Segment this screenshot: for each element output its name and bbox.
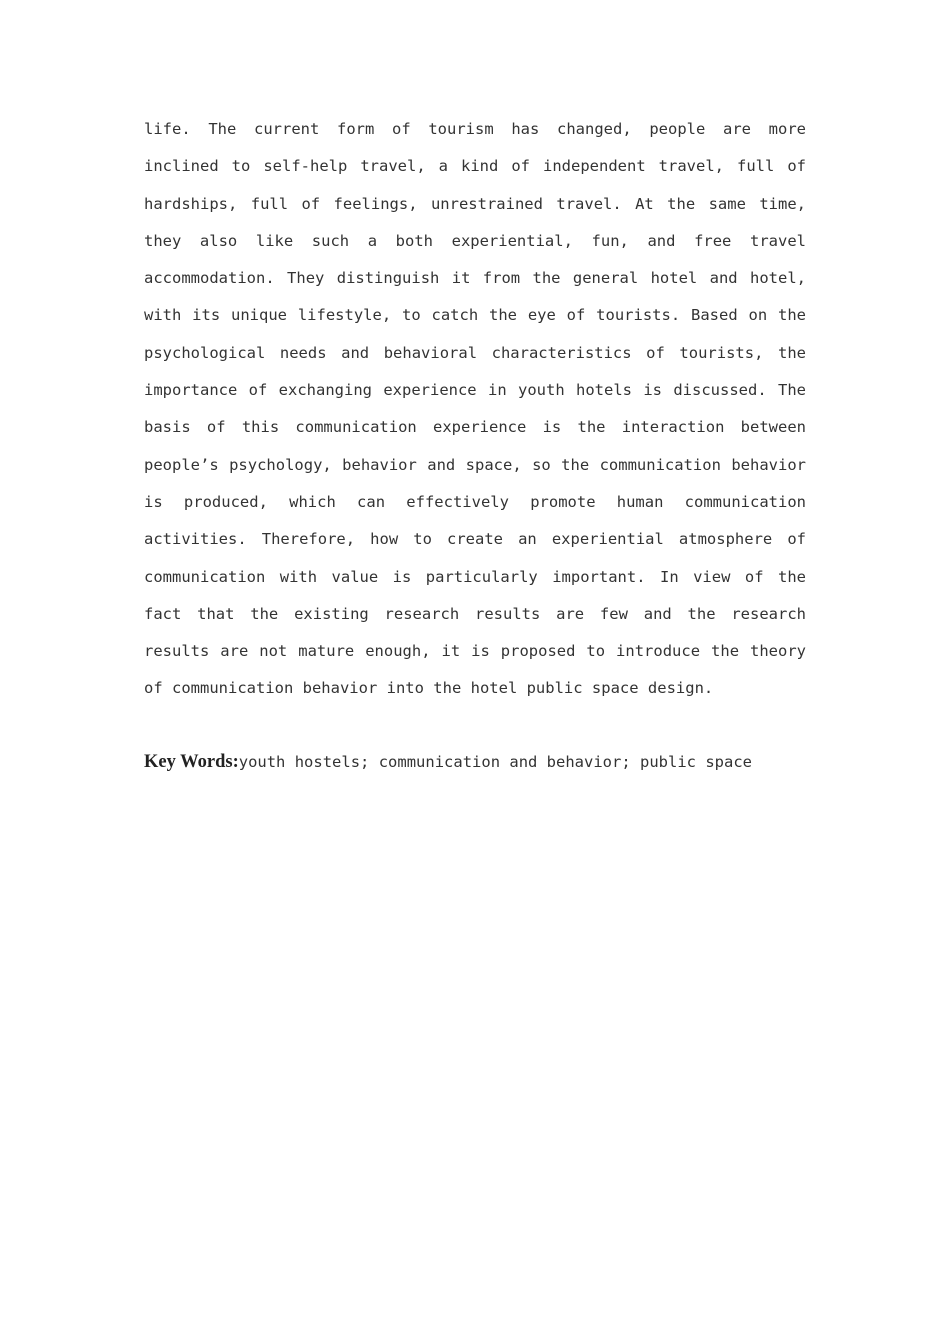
keywords-value: youth hostels; communication and behavior; public space [238,753,752,771]
abstract-paragraph: life. The current form of tourism has changed, people are more inclined to self-help travel, a kind of independent travel, full of hardships, full of feelings, unrestrained travel. At the same time, they also like such a both experiential, fun, and free travel accommodation. They distinguish it from the general hotel and hotel, with its unique lifestyle, to catch the eye of tourists. Based on the psychological needs and behavioral characteristics of tourists, the importance of exchanging experience in youth hotels is discussed. The basis of this communication experience is the interaction between people’s psychology, behavior and space, so the communication behavior is produced, which can effectively promote human communication activities. Therefore, how to create an experiential atmosphere of communication with value is particularly important. In view of the fact that the existing research results are few and the research results are not mature enough, it is proposed to introduce the theory of communication behavior into the hotel public space design. [144,120,806,698]
keywords-label: Key Words: [144,752,239,772]
keywords-line [144,748,806,777]
